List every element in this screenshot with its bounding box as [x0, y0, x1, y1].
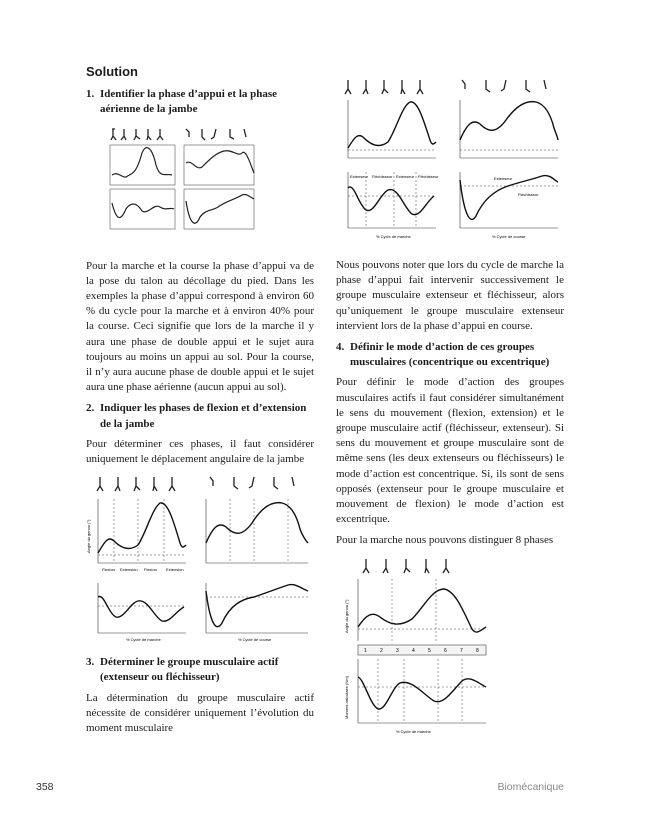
walk-angle-plot [86, 499, 186, 572]
walk-angle-plot [348, 100, 436, 158]
label-extenseur: Extenseur [494, 176, 513, 181]
figure-flexion-extension [86, 473, 314, 643]
figure-muscle-groups [336, 76, 564, 242]
axis-label-walk: % Cycle de marche [376, 234, 411, 239]
label-flechisseur: Fléchisseur [518, 192, 539, 197]
run-silhouettes [210, 477, 294, 489]
step-number: 2. [86, 402, 95, 415]
axis-label-angle: Angle du genou (°) [86, 519, 91, 554]
walk-silhouettes [345, 80, 423, 94]
axis-label-moment: Moment articulaire (Nm) [344, 675, 349, 719]
step-3 [86, 655, 314, 685]
axis-label-walk: % Cycle de marche [396, 728, 431, 734]
moment-plot [344, 659, 486, 734]
label-extenseur: Extenseur [396, 174, 415, 179]
label-extension: Extension [166, 567, 184, 573]
step-text: Identifier la phase d’appui et la phase aérienne de la jambe [100, 88, 278, 116]
step-number: 4. [336, 341, 345, 354]
phase-3: 3 [396, 647, 399, 654]
run-silhouettes [186, 129, 246, 140]
walk-moment-plot [348, 172, 439, 239]
phase-4: 4 [412, 647, 415, 654]
walk-moment-plot [98, 583, 186, 642]
paragraph-action-mode: Pour définir le mode d’action des groupes musculaires actifs il faut considérer simultanément le sens du mouvement (flexion, extension) et le groupe musculaire actif (fléchisseur, extenseur). Si sens du mouvement et groupe musculaire sont de même sens (les deux extenseurs ou fléchisseurs) le mode d’action est concentrique. Si, ils sont de sens opposés (extenseur pour le groupe musculaire et mouvement de flexion) le mode d’action est excentrique. [336, 376, 564, 526]
axis-label-run: % Cycle de course [238, 637, 272, 643]
walk-silhouettes [363, 559, 449, 573]
step-text: Indiquer les phases de flexion et d’extension de la jambe [100, 402, 307, 430]
axis-label-angle: Angle du genou (°) [344, 599, 349, 633]
page-number: 358 [36, 781, 54, 793]
axis-label-run: % Cycle de course [492, 234, 526, 239]
label-flexion: Flexion [102, 567, 115, 573]
step-text: Définir le mode d’action de ces groupes musculaires (concentrique ou excentrique) [350, 341, 550, 369]
label-flexion: Flexion [144, 567, 157, 573]
step-number: 1. [86, 88, 95, 101]
step-1 [86, 87, 314, 117]
walk-silhouettes [97, 477, 175, 491]
phase-6: 6 [444, 647, 447, 654]
paragraph-flexion-extension: Pour déterminer ces phases, il faut considérer uniquement le déplacement angulaire de la jambe [86, 437, 314, 466]
angle-plot [344, 579, 486, 641]
phase-2: 2 [380, 647, 383, 654]
run-silhouettes [462, 80, 546, 92]
paragraph-muscle-phases: Nous pouvons noter que lors du cycle de marche la phase d’appui fait intervenir successivement le groupe musculaire extenseur et fléchisseur, alors qu’uniquement le groupe musculaire extenseur intervient lors de la phase d’appui en course. [336, 259, 564, 332]
phase-8: 8 [476, 647, 479, 654]
label-flechisseur: Fléchisseur [418, 174, 439, 179]
phase-1: 1 [364, 647, 367, 654]
label-extension: Extension [120, 567, 138, 573]
step-4 [336, 340, 564, 370]
figure-eight-phases [340, 555, 490, 737]
phase-5: 5 [428, 647, 431, 654]
run-angle-plot [206, 499, 308, 563]
left-column [86, 64, 314, 742]
label-extenseur: Extenseur [350, 174, 369, 179]
run-angle-plot [460, 100, 558, 158]
right-column [336, 76, 564, 737]
step-text: Déterminer le groupe musculaire actif (extenseur ou fléchisseur) [100, 656, 279, 684]
paragraph-eight-phases: Pour la marche nous pouvons distinguer 8 phases [336, 534, 554, 547]
solution-heading: Solution [86, 64, 138, 79]
book-title: Biomécanique [497, 781, 564, 793]
run-moment-plot [206, 583, 308, 642]
figure-stance-swing [108, 123, 258, 235]
label-flechisseur: Fléchisseur [372, 174, 393, 179]
paragraph-stance-phase: Pour la marche et la course la phase d’appui va de la pose du talon au décollage du pied. Dans les exemples la phase d’appui correspond à environ 60 % du cycle pour la marche et à environ 40% pour la course. Ceci signifie que lors de la marche il y aura une phase de double appui et le sujet aura toujours au moins un appui au sol. Pour la course, il n’y aura aucune phase de double appui et le sujet aura une phase aérienne (aucun appui au sol). [86, 259, 314, 394]
axis-label-walk: % Cycle de marche [126, 637, 161, 643]
step-number: 3. [86, 656, 95, 669]
walk-silhouettes [111, 129, 163, 140]
paragraph-muscle-group: La détermination du groupe musculaire actif nécessite de considérer uniquement l’évolution du moment musculaire [86, 691, 314, 735]
run-moment-plot [460, 172, 558, 239]
step-2 [86, 401, 314, 431]
phase-strip [358, 645, 486, 655]
phase-7: 7 [460, 647, 463, 654]
